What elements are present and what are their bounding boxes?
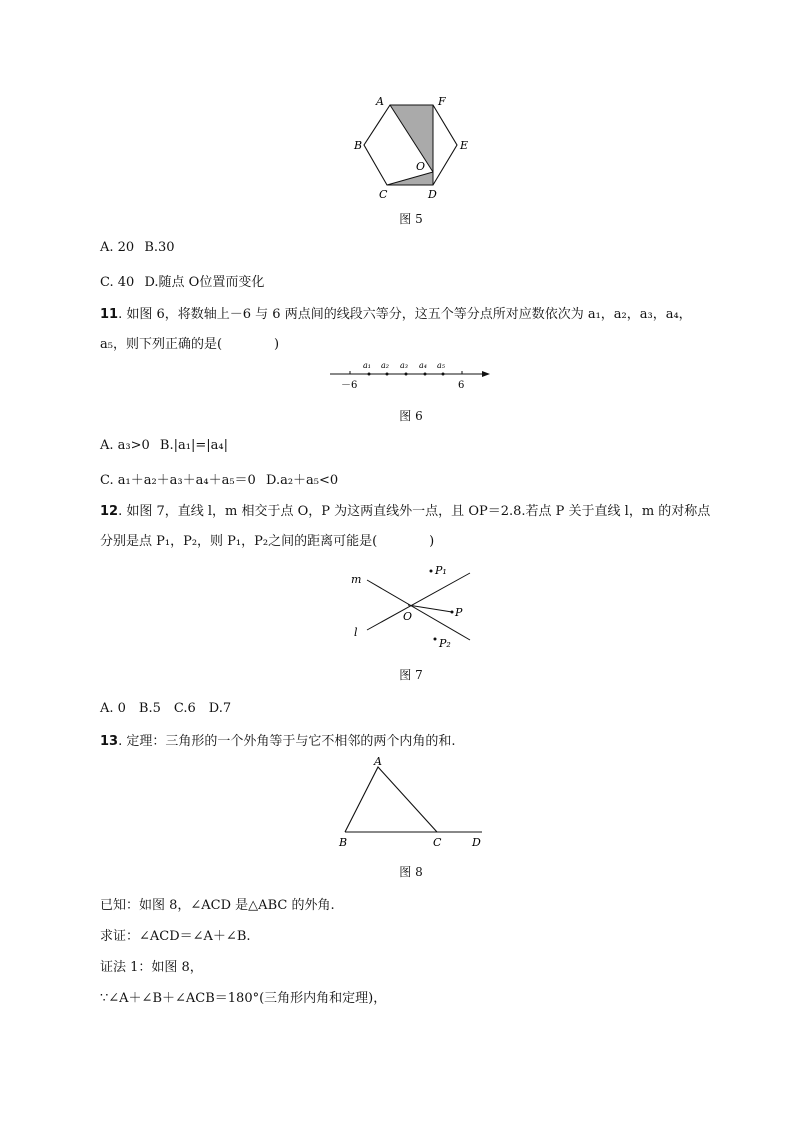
q11-number: 11: [100, 307, 119, 322]
q11-option-b[interactable]: B.|a₁|=|a₄|: [159, 438, 228, 453]
q11-options-row1: [100, 438, 228, 453]
q13-statement: . 定理：三角形的一个外角等于与它不相邻的两个内角的和.: [118, 734, 456, 749]
q10-option-b[interactable]: B.30: [144, 240, 175, 255]
label-d: D: [472, 836, 481, 849]
q13-prove: 求证：∠ACD＝∠A＋∠B.: [100, 929, 251, 944]
label-six: 6: [458, 380, 465, 391]
figure-8-caption: 图 8: [399, 865, 423, 879]
point-a5: [442, 373, 445, 376]
figure-8-triangle: [330, 755, 490, 850]
q13-given: 已知：如图 8，∠ACD 是△ABC 的外角.: [100, 898, 335, 913]
segment-op: [408, 605, 452, 612]
label-b: B: [339, 836, 348, 849]
label-c: C: [379, 188, 388, 201]
label-p1: P₁: [435, 564, 447, 577]
q11-option-d[interactable]: D.a₂＋a₅<0: [265, 473, 339, 488]
q12-number: 12: [100, 504, 119, 519]
label-a3: a₃: [400, 361, 408, 370]
triangle-abc: [345, 767, 437, 832]
q13-number: 13: [100, 734, 119, 749]
label-e: E: [460, 139, 469, 152]
figure-6-number-line: [325, 357, 495, 392]
axis-arrow-icon: [482, 371, 490, 377]
label-a: A: [374, 755, 382, 768]
q13-statement-line: [100, 730, 456, 749]
q10-options-row2: [100, 271, 264, 290]
q10-option-a[interactable]: A. 20: [100, 240, 135, 255]
point-a3: [405, 373, 408, 376]
label-a1: a₁: [363, 361, 371, 370]
label-a5: a₅: [437, 361, 445, 370]
q13-step1: ∵∠A＋∠B＋∠ACB＝180°(三角形内角和定理)，: [100, 991, 387, 1006]
q11-stem-1: . 如图 6，将数轴上－6 与 6 两点间的线段六等分，这五个等分点所对应数依次为 a₁，a₂，a₃，a₄，: [118, 307, 692, 322]
q12-options: A. 0 B.5 C.6 D.7: [100, 701, 232, 716]
label-d: D: [428, 188, 437, 201]
line-l: [367, 573, 470, 630]
q13-method: 证法 1：如图 8，: [100, 960, 203, 975]
point-p1: [430, 570, 433, 573]
label-m: m: [351, 573, 362, 586]
label-a4: a₄: [419, 361, 427, 370]
figure-5-caption: 图 5: [399, 212, 423, 226]
label-o: O: [403, 610, 413, 623]
point-a2: [386, 373, 389, 376]
label-f: F: [438, 95, 446, 108]
q12-stem-1: . 如图 7，直线 l，m 相交于点 O，P 为这两直线外一点，且 OP＝2.8.若点 P 关于直线 l，m 的对称点: [118, 504, 711, 519]
label-a: A: [376, 95, 384, 108]
q11-stem-2: a₅，则下列正确的是( ): [100, 337, 280, 352]
label-b: B: [354, 139, 363, 152]
q11-options-row2: [100, 469, 338, 488]
q11-text-line1: [100, 303, 692, 322]
label-a2: a₂: [381, 361, 389, 370]
point-a1: [368, 373, 371, 376]
figure-7-lines: [345, 560, 480, 655]
q12-text-line2: [100, 530, 434, 549]
label-l: l: [354, 626, 358, 639]
label-p: P: [455, 606, 463, 619]
label-minus6: －6: [341, 380, 358, 391]
q12-stem-2: 分别是点 P₁，P₂，则 P₁，P₂之间的距离可能是( ): [100, 534, 435, 549]
q10-option-c[interactable]: C. 40: [100, 275, 135, 290]
q11-option-a[interactable]: A. a₃>0: [100, 438, 150, 453]
figure-7-caption: 图 7: [399, 668, 423, 682]
point-p2: [434, 638, 437, 641]
point-a4: [424, 373, 427, 376]
q10-option-d[interactable]: D.随点 O位置而变化: [144, 275, 265, 290]
q11-option-c[interactable]: C. a₁＋a₂＋a₃＋a₄＋a₅＝0: [100, 473, 256, 488]
figure-5-hexagon: [340, 90, 480, 205]
label-c: C: [433, 836, 442, 849]
figure-6-caption: 图 6: [399, 409, 423, 423]
q10-options-row1: [100, 240, 175, 255]
label-p2: P₂: [439, 637, 451, 650]
label-o: O: [416, 160, 426, 173]
q11-text-line2: [100, 333, 279, 352]
point-p: [451, 611, 454, 614]
q12-text-line1: [100, 500, 710, 519]
